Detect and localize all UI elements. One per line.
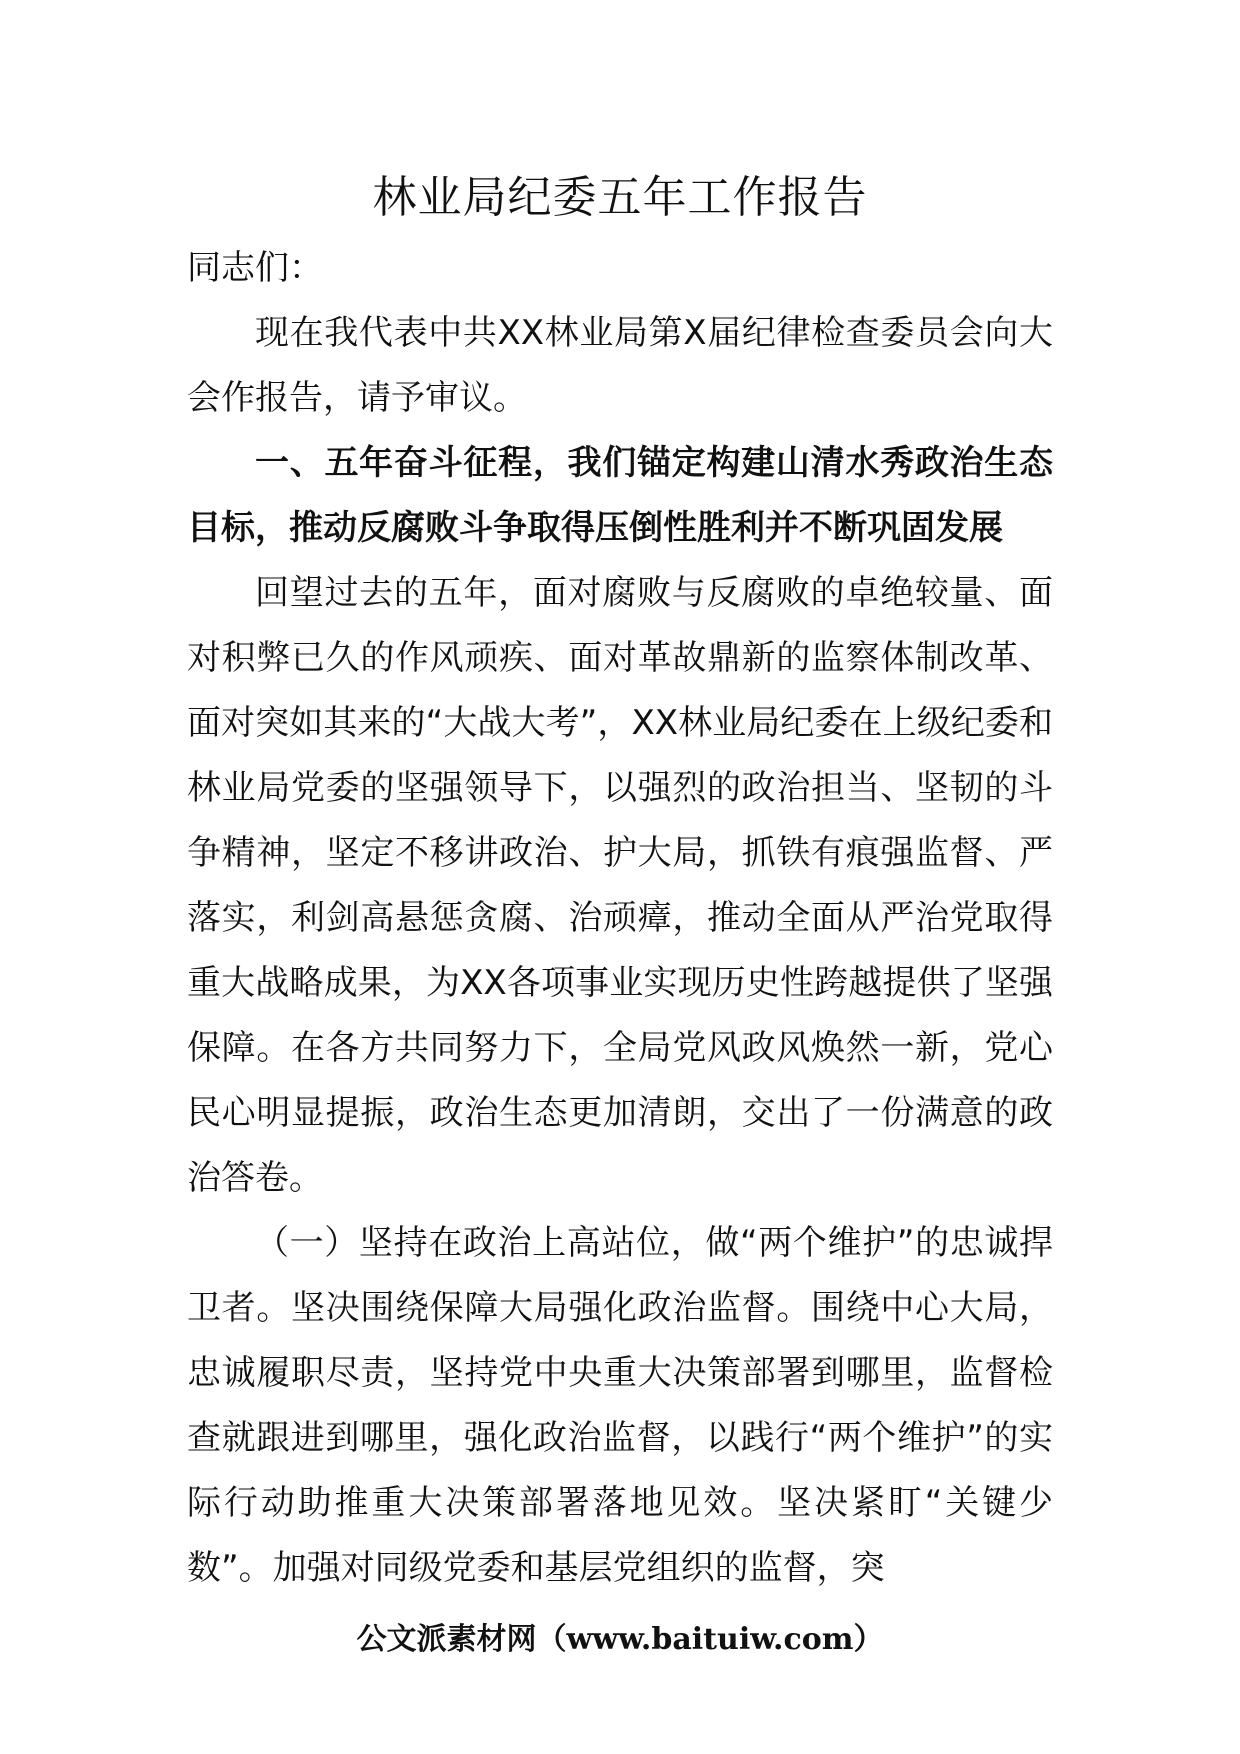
paragraph-subsection-1: （一）坚持在政治上高站位，做“两个维护”的忠诚捍卫者。坚决围绕保障大局强化政治监督。围绕中心大局，忠诚履职尽责，坚持党中央重大决策部署到哪里，监督检查就跟进到哪里，强化政治监督，以践行“两个维护”的实际行动助推重大决策部署落地见效。坚决紧盯“关键少数”。加强对同级党委和基层党组织的监督，突 (187, 1223, 1053, 1588)
section-heading-1: 一、五年奋斗征程，我们锚定构建山清水秀政治生态目标，推动反腐败斗争取得压倒性胜利并不断巩固发展 (187, 443, 1053, 548)
document-body (187, 236, 1053, 1601)
paragraph-intro: 现在我代表中共XX林业局第X届纪律检查委员会向大会作报告，请予审议。 (187, 313, 1053, 418)
document-title: 林业局纪委五年工作报告 (372, 172, 868, 223)
salutation: 同志们： (187, 248, 323, 288)
paragraph-review: 回望过去的五年，面对腐败与反腐败的卓绝较量、面对积弊已久的作风顽疾、面对革故鼎新的监察体制改革、面对突如其来的“大战大考”，XX林业局纪委在上级纪委和林业局党委的坚强领导下，以强烈的政治担当、坚韧的斗争精神，坚定不移讲政治、护大局，抓铁有痕强监督、严落实，利剑高悬惩贪腐、治顽瘴，推动全面从严治党取得重大战略成果，为XX各项事业实现历史性跨越提供了坚强保障。在各方共同努力下，全局党风政风焕然一新，党心民心明显提振，政治生态更加清朗，交出了一份满意的政治答卷。 (187, 573, 1053, 1198)
footer-watermark: 公文派素材网（www.baituiw.com） (356, 1622, 884, 1657)
